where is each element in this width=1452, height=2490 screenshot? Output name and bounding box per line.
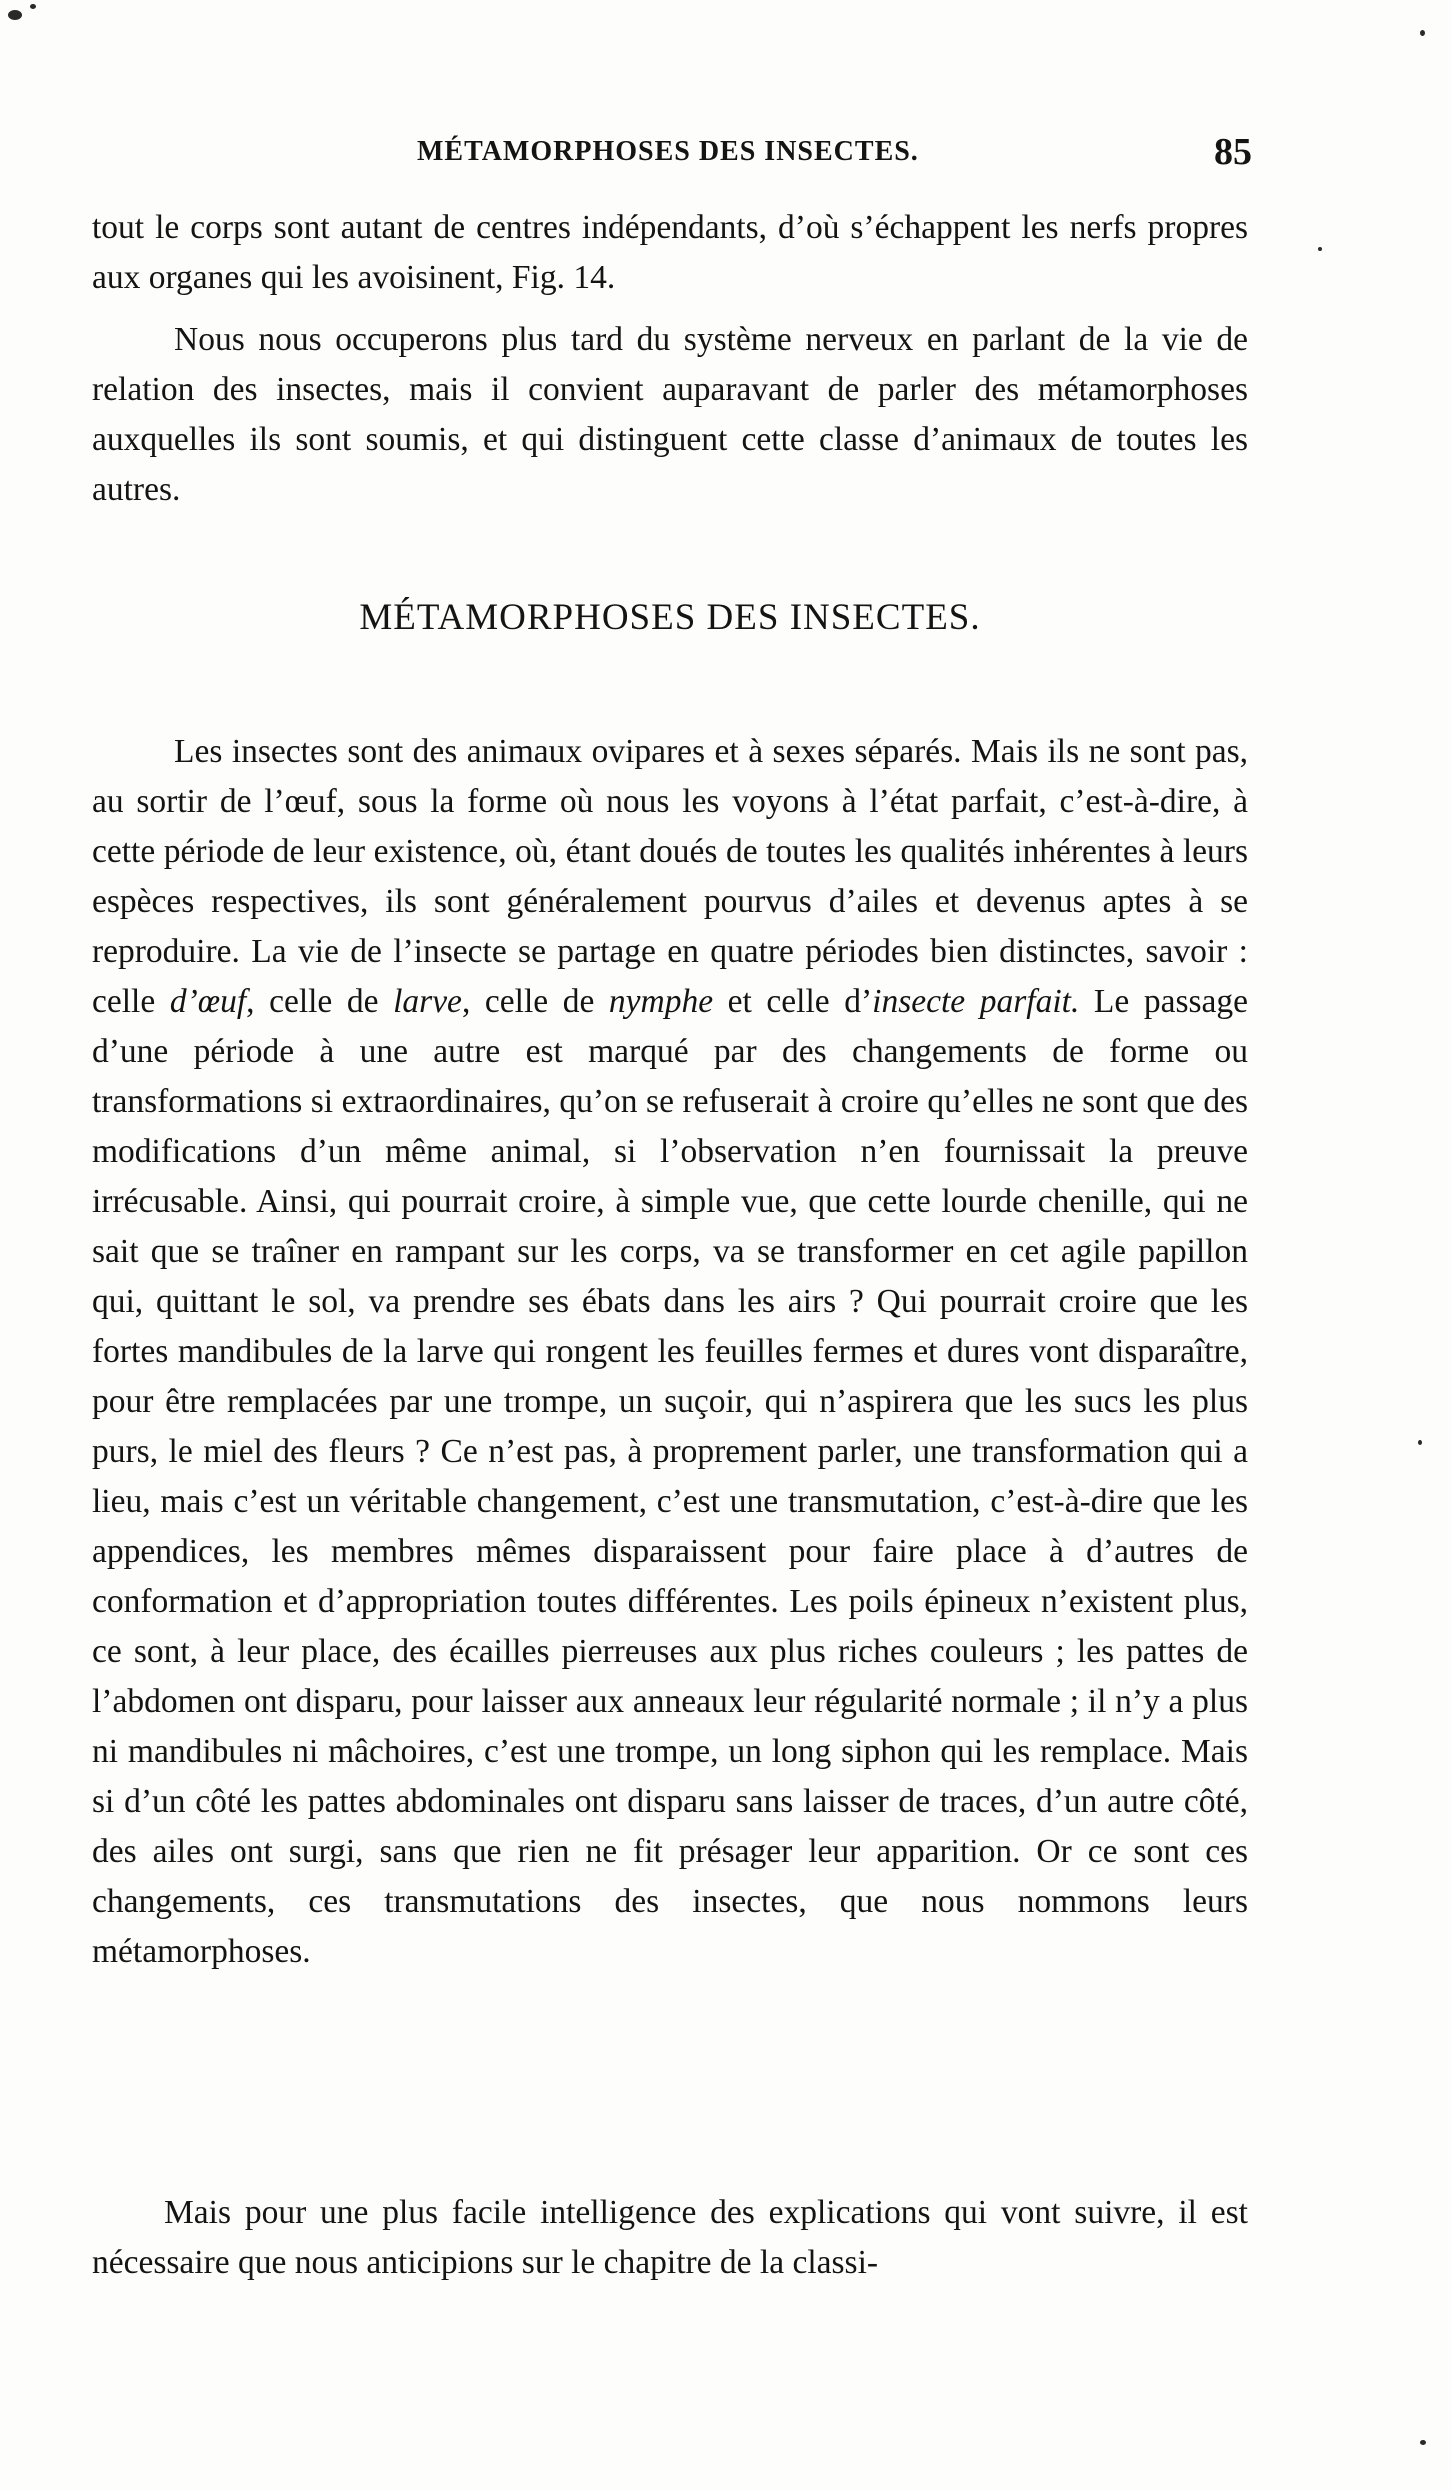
continuation-paragraph xyxy=(92,203,1248,303)
text-run: Le passage d’une période à une autre est marqué par des changements de forme ou transformations si extraordinaires, qu’on se refuserait à croire qu’elles ne sont que des modifications d’un même animal, si l’observation n’en fournissait la preuve irrécusable. Ainsi, qui pourrait croire, à simple vue, que cette lourde chenille, qui ne sait que se traîner en rampant sur les corps, va se transformer en cet agile papillon qui, quittant le sol, va prendre ses ébats dans les airs ? Qui pourrait croire que les fortes mandibules de la larve qui rongent les feuilles fermes et dures vont disparaître, pour être remplacées par une trompe, un suçoir, qui n’aspirera que les sucs les plus purs, le miel des fleurs ? Ce n’est pas, à proprement parler, une transformation qui a lieu, mais c’est un véritable changement, c’est une transmutation, c’est-à-dire que les appendices, les membres mêmes disparaissent pour faire place à d’autres de conformation et d’appropriation toutes différentes. Les poils épineux n’existent plus, ce sont, à leur place, des écailles pierreuses aux plus riches couleurs ; les pattes de l’abdomen ont disparu, pour laisser aux anneaux leur régularité normale ; il n’y a plus ni mandibules ni mâchoires, c’est une trompe, un long siphon qui les remplace. Mais si d’un côté les pattes abdominales ont disparu sans laisser de traces, d’un autre côté, des ailes ont surgi, sans que rien ne fit présager leur apparition. Or ce sont ces changements, ces transmutations des insectes, que nous nommons leurs métamorphoses. xyxy=(92,983,1249,1970)
paragraph-text xyxy=(92,727,1248,1977)
section-body-paragraph xyxy=(92,727,1248,1977)
paragraph-text: Nous nous occuperons plus tard du système nerveux en parlant de la vie de relation des insectes, mais il convient auparavant de parler des métamorphoses auxquelles ils sont soumis, et qui distinguent cette classe d’animaux de toutes les autres. xyxy=(92,321,1248,508)
scan-speck xyxy=(1318,247,1322,251)
running-head xyxy=(92,130,1252,180)
text-run: et celle d’ xyxy=(713,983,873,1020)
scan-speck xyxy=(8,10,22,20)
final-paragraph xyxy=(92,2188,1248,2288)
scan-speck xyxy=(1420,2440,1426,2445)
paragraph-text: tout le corps sont autant de centres indépendants, d’où s’échappent les nerfs propres aux organes qui les avoisinent, Fig. 14. xyxy=(92,209,1248,296)
italic-term: insecte parfait. xyxy=(872,983,1080,1020)
italic-term: nymphe xyxy=(608,983,714,1020)
page-number: 85 xyxy=(1214,131,1252,173)
running-title: MÉTAMORPHOSES DES INSECTES. xyxy=(417,136,919,167)
section-heading: MÉTAMORPHOSES DES INSECTES. xyxy=(359,597,981,638)
text-run: , celle de xyxy=(461,983,609,1020)
text-run: Les insectes sont des animaux ovipares et à sexes séparés. Mais ils ne sont pas, au sortir de l’œuf, sous la forme où nous les voyons à l’état parfait, c’est-à-dire, à cette période de leur existence, où, étant doués de toutes les qualités inhérentes à leurs espèces respectives, ils sont généralement pourvus d’ailes et devenus aptes à se reproduire. La vie de l’insecte se partage en quatre périodes bien distinctes, savoir : celle xyxy=(92,733,1248,1020)
scan-speck xyxy=(1420,30,1425,36)
scan-speck xyxy=(30,4,36,9)
scan-speck xyxy=(1418,1440,1422,1445)
italic-term: larve xyxy=(393,983,462,1020)
italic-term: d’œuf xyxy=(169,983,247,1020)
paragraph-text: Mais pour une plus facile intelligence des explications qui vont suivre, il est nécessaire que nous anticipions sur le chapitre de la classi- xyxy=(92,2194,1248,2281)
text-run: , celle de xyxy=(246,983,394,1020)
intro-paragraph xyxy=(92,315,1248,515)
